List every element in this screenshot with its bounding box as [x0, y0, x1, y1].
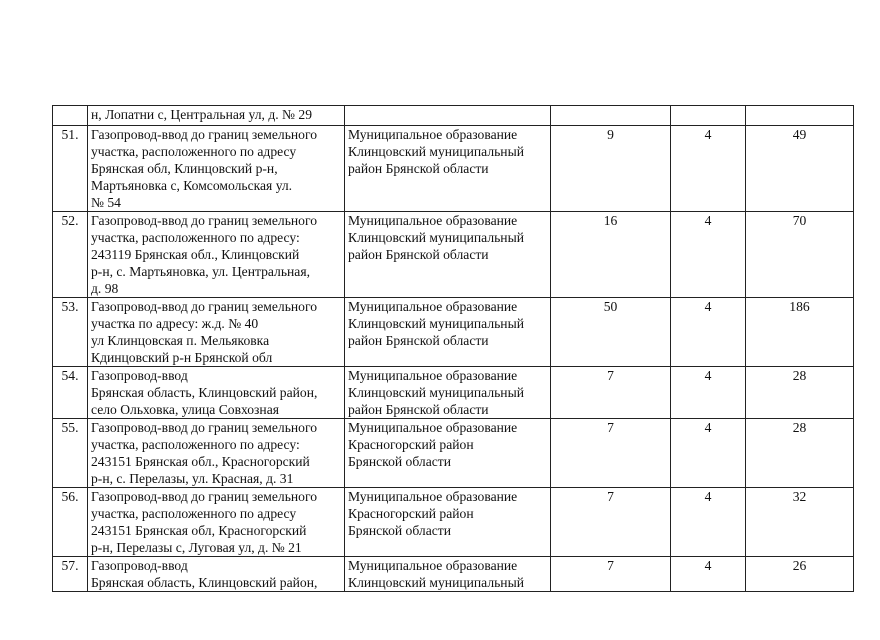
- value-col3: [551, 106, 671, 126]
- table-row: [53, 212, 854, 298]
- table-row: [53, 367, 854, 419]
- value-col5: 26: [746, 557, 854, 592]
- row-number: 52.: [53, 212, 88, 298]
- value-col4: 4: [671, 126, 746, 212]
- value-col3: 7: [551, 488, 671, 557]
- table-body: [53, 106, 854, 592]
- value-col5: 70: [746, 212, 854, 298]
- row-number: 55.: [53, 419, 88, 488]
- table-row: [53, 557, 854, 592]
- owner: Муниципальное образование Клинцовский муниципальный район Брянской области: [345, 212, 551, 298]
- value-col5: 28: [746, 419, 854, 488]
- table-row: [53, 419, 854, 488]
- row-number: [53, 106, 88, 126]
- object-description: н, Лопатни с, Центральная ул, д. № 29: [88, 106, 345, 126]
- value-col3: 50: [551, 298, 671, 367]
- owner: [345, 106, 551, 126]
- owner: Муниципальное образование Красногорский район Брянской области: [345, 419, 551, 488]
- table-row: [53, 298, 854, 367]
- object-description: Газопровод-ввод Брянская область, Клинцовский район, село Ольховка, улица Совхозная: [88, 367, 345, 419]
- value-col4: 4: [671, 419, 746, 488]
- row-number: 51.: [53, 126, 88, 212]
- value-col4: 4: [671, 367, 746, 419]
- value-col4: 4: [671, 488, 746, 557]
- owner: Муниципальное образование Клинцовский муниципальный район Брянской области: [345, 298, 551, 367]
- value-col3: 7: [551, 557, 671, 592]
- object-description: Газопровод-ввод до границ земельного участка, расположенного по адресу 243151 Брянская обл, Красногорский р-н, Перелазы с, Луговая ул, д. № 21: [88, 488, 345, 557]
- object-description: Газопровод-ввод до границ земельного участка по адресу: ж.д. № 40 ул Клинцовская п. Мельяковка Кдинцовский р-н Брянской обл: [88, 298, 345, 367]
- value-col4: 4: [671, 557, 746, 592]
- value-col5: 49: [746, 126, 854, 212]
- value-col3: 16: [551, 212, 671, 298]
- row-number: 56.: [53, 488, 88, 557]
- row-number: 54.: [53, 367, 88, 419]
- owner: Муниципальное образование Красногорский район Брянской области: [345, 488, 551, 557]
- value-col3: 7: [551, 367, 671, 419]
- value-col5: 28: [746, 367, 854, 419]
- data-table: [52, 105, 854, 592]
- value-col5: 32: [746, 488, 854, 557]
- value-col3: 7: [551, 419, 671, 488]
- row-number: 53.: [53, 298, 88, 367]
- object-description: Газопровод-ввод до границ земельного участка, расположенного по адресу Брянская обл, Клинцовский р-н, Мартьяновка с, Комсомольская ул. № 54: [88, 126, 345, 212]
- row-number: 57.: [53, 557, 88, 592]
- table-row: [53, 106, 854, 126]
- table-row: [53, 488, 854, 557]
- object-description: Газопровод-ввод до границ земельного участка, расположенного по адресу: 243119 Брянская обл., Клинцовский р-н, с. Мартьяновка, ул. Центральная, д. 98: [88, 212, 345, 298]
- owner: Муниципальное образование Клинцовский муниципальный район Брянской области: [345, 367, 551, 419]
- table-row: [53, 126, 854, 212]
- value-col3: 9: [551, 126, 671, 212]
- value-col4: 4: [671, 298, 746, 367]
- owner: Муниципальное образование Клинцовский муниципальный район Брянской области: [345, 126, 551, 212]
- value-col5: [746, 106, 854, 126]
- value-col4: [671, 106, 746, 126]
- value-col4: 4: [671, 212, 746, 298]
- owner: Муниципальное образование Клинцовский муниципальный: [345, 557, 551, 592]
- object-description: Газопровод-ввод до границ земельного участка, расположенного по адресу: 243151 Брянская обл., Красногорский р-н, с. Перелазы, ул. Красная, д. 31: [88, 419, 345, 488]
- value-col5: 186: [746, 298, 854, 367]
- object-description: Газопровод-ввод Брянская область, Клинцовский район,: [88, 557, 345, 592]
